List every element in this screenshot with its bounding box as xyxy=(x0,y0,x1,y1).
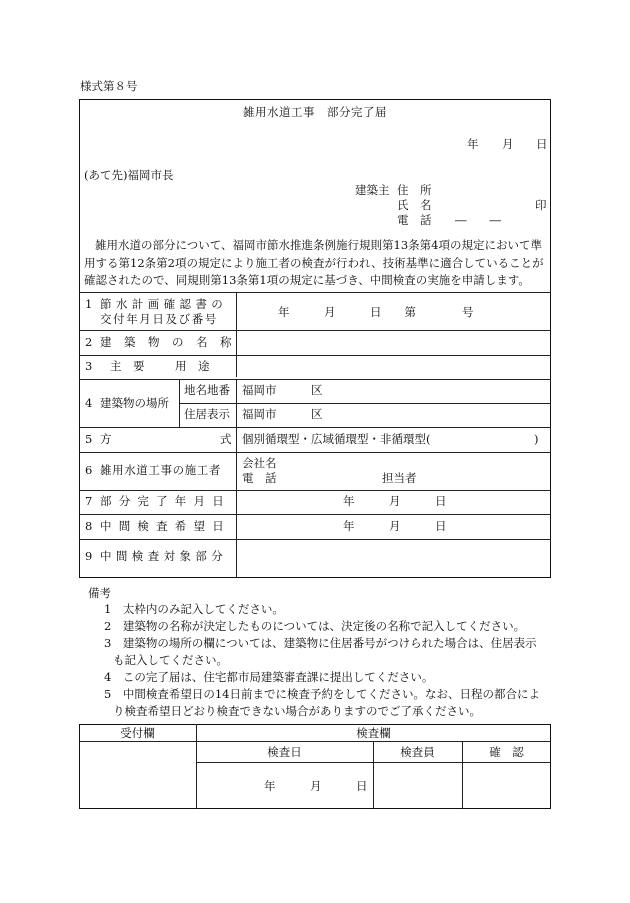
lot-number-value: 福岡市 区 xyxy=(242,383,323,397)
person-in-charge-label: 担当者 xyxy=(382,471,417,485)
row-number: 8 xyxy=(85,519,93,533)
label-completion-date: 部分完了年月日 xyxy=(100,494,231,508)
inspection-date-value: 年 月 日 xyxy=(264,779,368,793)
label-lot-number: 地名地番 xyxy=(184,383,230,397)
note-item: 4 この完了届は、住宅都市局建築審査課に提出してください。 xyxy=(104,670,434,684)
date-year: 年 xyxy=(467,137,479,151)
reception-header: 受付欄 xyxy=(120,726,155,740)
note-item: も記入してください。 xyxy=(113,653,228,667)
row-divider xyxy=(79,355,551,356)
inspection-header: 検査欄 xyxy=(356,726,391,740)
label-residence-display: 住居表示 xyxy=(184,407,230,421)
name-label: 氏 名 xyxy=(397,198,432,212)
method-options: 個別循環型・広域循環型・非循環型( ) xyxy=(242,432,539,446)
label-desired-inspection-date: 中間検査希望日 xyxy=(100,519,231,533)
row-divider xyxy=(79,330,551,331)
row-divider xyxy=(79,490,551,491)
row-divider xyxy=(79,514,551,515)
row-number: 4 xyxy=(85,396,93,410)
label-building-name: 建築物の名称 xyxy=(100,335,244,349)
label-confirmation-certificate: 節水計画確認書の xyxy=(100,297,228,311)
note-item: 3 建築物の場所の欄については、建築物に住居番号がつけられた場合は、住居表示 xyxy=(104,636,537,650)
confirm-header: 確 認 xyxy=(489,745,524,759)
completion-date-value: 年 月 日 xyxy=(343,494,447,508)
row-divider xyxy=(79,452,551,453)
residence-display-value: 福岡市 区 xyxy=(242,407,323,421)
label-contractor: 雑用水道工事の施工者 xyxy=(100,463,221,477)
phone-dashes: ― ― xyxy=(455,213,501,227)
column-divider xyxy=(236,379,237,577)
label-main-use-a: 主 要 xyxy=(110,359,145,373)
certificate-date-number-value: 年 月 日 第 号 xyxy=(278,305,474,319)
date-day: 日 xyxy=(536,137,548,151)
company-name-label: 会社名 xyxy=(242,456,277,470)
addressee: (あて先)福岡市長 xyxy=(84,168,174,182)
date-month: 月 xyxy=(502,137,514,151)
row-number: 7 xyxy=(85,494,93,508)
phone-label: 電 話 xyxy=(397,213,432,227)
note-item: り検査希望日どおり検査できない場合がありますのでご了承ください。 xyxy=(113,704,481,718)
row-number: 9 xyxy=(85,549,93,563)
label-issue-date-number: 交付年月日及び番号 xyxy=(100,312,218,326)
row-number: 1 xyxy=(85,297,93,311)
notes-heading: 備考 xyxy=(88,586,111,600)
row-divider xyxy=(179,403,551,404)
inspection-date-header: 検査日 xyxy=(267,745,302,759)
applicant-role: 建築主 xyxy=(355,183,390,197)
seal-mark: 印 xyxy=(535,198,547,212)
row-number: 3 xyxy=(85,359,93,373)
label-method-a: 方 xyxy=(100,432,112,446)
row-divider xyxy=(79,379,551,380)
row-divider xyxy=(79,539,551,540)
column-divider xyxy=(179,379,180,427)
note-item: 2 建築物の名称が決定したものについては、決定後の名称で記入してください。 xyxy=(104,619,526,633)
form-number: 様式第８号 xyxy=(80,79,138,93)
application-statement: 雑用水道の部分について、福岡市節水推進条例施行規則第13条第4項の規定において準用する第12条第2項の規定により施工者の検査が行われ、技術基準に適合していることが確認されたので、同規則第13条第1項の規定に基づき、中間検査の実施を申請します。 xyxy=(84,238,544,287)
contractor-phone-label: 電 話 xyxy=(242,471,277,485)
label-building-location: 建築物の場所 xyxy=(100,396,169,410)
row-number: 5 xyxy=(85,432,93,446)
row-number: 2 xyxy=(85,335,93,349)
inspector-header: 検査員 xyxy=(400,745,435,759)
note-item: 1 太枠内のみ記入してください。 xyxy=(104,602,284,616)
row-divider xyxy=(79,292,551,293)
address-label: 住 所 xyxy=(397,183,432,197)
note-item: 5 中間検査希望日の14日前までに検査予約をしてください。なお、日程の都合によ xyxy=(104,687,540,701)
row-divider xyxy=(79,741,551,742)
row-number: 6 xyxy=(85,463,93,477)
label-main-use-b: 用 途 xyxy=(175,359,210,373)
label-inspection-target: 中間検査対象部分 xyxy=(100,549,228,563)
row-divider xyxy=(79,427,551,428)
form-title: 雑用水道工事 部分完了届 xyxy=(243,105,387,119)
desired-date-value: 年 月 日 xyxy=(343,519,447,533)
label-method-b: 式 xyxy=(220,432,232,446)
